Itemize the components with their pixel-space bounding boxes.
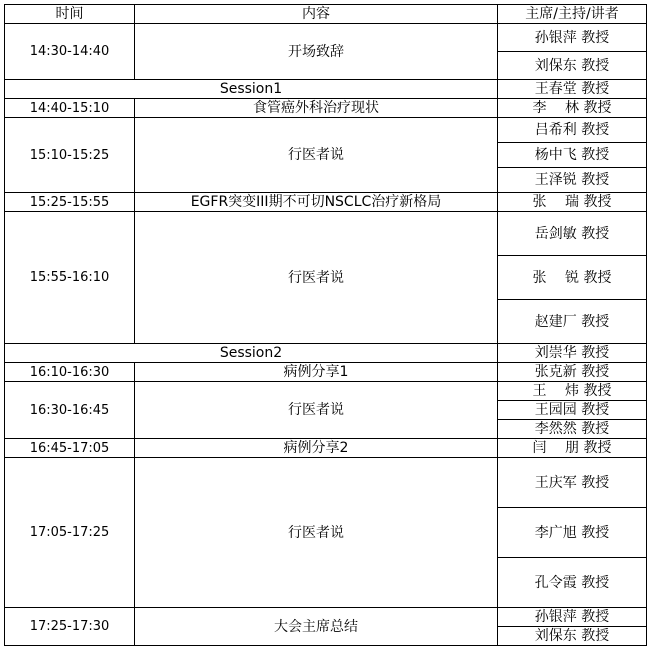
table-row [5,439,647,458]
content-cell: 行医者说 [135,458,498,608]
person-cell: 刘保东 教授 [498,627,647,646]
time-cell: 14:30-14:40 [5,24,135,80]
session-row [5,80,647,99]
table-row [5,382,647,401]
time-cell: 17:25-17:30 [5,608,135,646]
table-row [5,212,647,256]
table-row [5,193,647,212]
table-row [5,458,647,508]
content-cell: 行医者说 [135,118,498,193]
table-row [5,363,647,382]
person-cell: 孙银萍 教授 [498,24,647,52]
content-cell: 开场致辞 [135,24,498,80]
time-cell: 14:40-15:10 [5,99,135,118]
person-cell: 闫 朋 教授 [498,439,647,458]
header-time: 时间 [5,5,135,24]
content-cell: 行医者说 [135,212,498,344]
person-cell: 吕希利 教授 [498,118,647,143]
time-cell: 15:55-16:10 [5,212,135,344]
header-person: 主席/主持/讲者 [498,5,647,24]
content-cell: EGFR突变III期不可切NSCLC治疗新格局 [135,193,498,212]
person-cell: 刘保东 教授 [498,52,647,80]
time-cell: 17:05-17:25 [5,458,135,608]
person-cell: 王庆军 教授 [498,458,647,508]
session-chair: 王春堂 教授 [498,80,647,99]
person-cell: 孔令霞 教授 [498,558,647,608]
content-cell: 大会主席总结 [135,608,498,646]
time-cell: 15:25-15:55 [5,193,135,212]
time-cell: 16:45-17:05 [5,439,135,458]
table-row [5,608,647,627]
content-cell: 病例分享2 [135,439,498,458]
person-cell: 李广旭 教授 [498,508,647,558]
table-row [5,118,647,143]
content-cell: 病例分享1 [135,363,498,382]
person-cell: 孙银萍 教授 [498,608,647,627]
person-cell: 张 锐 教授 [498,256,647,300]
session-row [5,344,647,363]
table-row [5,24,647,52]
header-content: 内容 [135,5,498,24]
time-cell: 16:10-16:30 [5,363,135,382]
content-cell: 行医者说 [135,382,498,439]
table-header-row [5,5,647,24]
session-label: Session2 [5,344,498,363]
content-cell: 食管癌外科治疗现状 [135,99,498,118]
person-cell: 张克新 教授 [498,363,647,382]
person-cell: 王泽锐 教授 [498,168,647,193]
session-label: Session1 [5,80,498,99]
schedule-table [4,4,647,646]
person-cell: 赵建厂 教授 [498,300,647,344]
person-cell: 张 瑞 教授 [498,193,647,212]
time-cell: 16:30-16:45 [5,382,135,439]
person-cell: 王园园 教授 [498,401,647,420]
table-row [5,99,647,118]
person-cell: 杨中飞 教授 [498,143,647,168]
person-cell: 岳剑敏 教授 [498,212,647,256]
person-cell: 李 林 教授 [498,99,647,118]
time-cell: 15:10-15:25 [5,118,135,193]
person-cell: 李然然 教授 [498,420,647,439]
person-cell: 王 炜 教授 [498,382,647,401]
session-chair: 刘崇华 教授 [498,344,647,363]
